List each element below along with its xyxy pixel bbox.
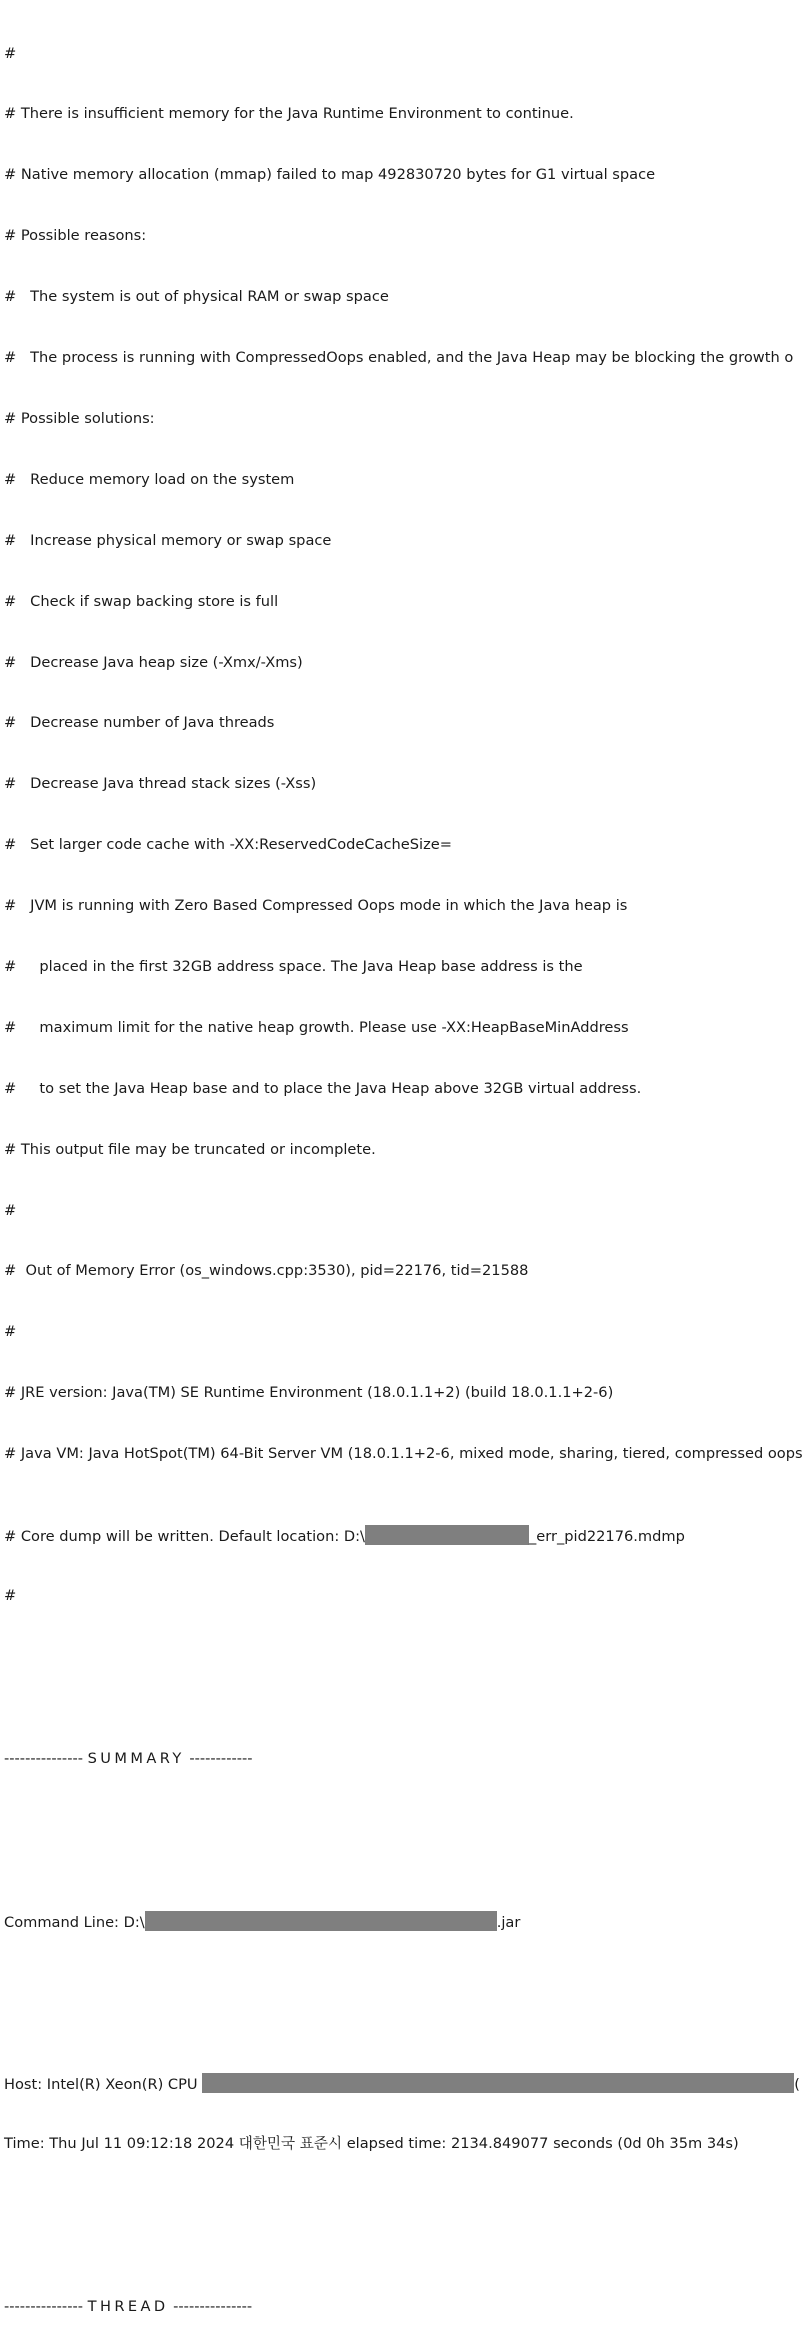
redacted-path-block (365, 1525, 529, 1545)
log-line: # This output file may be truncated or incomplete. (4, 1140, 376, 1158)
log-line: # JRE version: Java(TM) SE Runtime Environment (18.0.1.1+2) (build 18.0.1.1+2-6) (4, 1384, 614, 1402)
log-line: # Native memory allocation (mmap) failed to map 492830720 bytes for G1 virtual space (4, 166, 656, 184)
log-line: # Possible reasons: (4, 227, 147, 245)
log-line: # Out of Memory Error (os_windows.cpp:3530), pid=22176, tid=21588 (4, 1262, 529, 1280)
log-line: # Reduce memory load on the system (4, 470, 295, 488)
summary-divider (4, 1749, 800, 1769)
blank-line (4, 1667, 800, 1687)
core-dump-line (4, 1525, 800, 1545)
log-line: # (4, 44, 17, 62)
crash-log-document (4, 3, 803, 2315)
thread-title: THREAD (87, 2297, 169, 2315)
core-dump-suffix: _err_pid22176.mdmp (528, 1528, 685, 1546)
thread-divider (4, 2297, 800, 2317)
log-line: # Decrease Java heap size (-Xmx/-Xms) (4, 653, 303, 671)
redacted-cpu-block (202, 2073, 794, 2093)
time-line: Time: Thu Jul 11 09:12:18 2024 대한민국 표준시 elapsed time: 2134.849077 seconds (0d 0h 35m 34s) (4, 2135, 739, 2153)
log-line: # The process is running with CompressedOops enabled, and the Java Heap may be blocking the growth o (4, 349, 794, 367)
log-line: # (4, 1323, 17, 1341)
log-line: # JVM is running with Zero Based Compressed Oops mode in which the Java heap is (4, 897, 628, 915)
summary-dashes-right: ------------ (184, 1749, 253, 1767)
log-line: # There is insufficient memory for the Java Runtime Environment to continue. (4, 105, 574, 123)
summary-title: SUMMARY (87, 1749, 185, 1767)
thread-dashes-right: --------------- (168, 2297, 253, 2315)
log-line: # Check if swap backing store is full (4, 592, 279, 610)
log-line: # Decrease number of Java threads (4, 714, 275, 732)
log-line: # to set the Java Heap base and to place the Java Heap above 32GB virtual address. (4, 1079, 642, 1097)
blank-line (4, 1830, 800, 1850)
command-line-suffix: .jar (496, 1913, 521, 1931)
redacted-path-block (145, 1911, 497, 1931)
log-line: # Possible solutions: (4, 409, 155, 427)
log-line: # Increase physical memory or swap space (4, 531, 332, 549)
core-dump-prefix: # Core dump will be written. Default location: D:\ (4, 1528, 365, 1546)
blank-line (4, 2215, 800, 2235)
host-line (4, 2073, 800, 2093)
log-line: # (4, 1587, 17, 1605)
log-line: # Set larger code cache with -XX:ReservedCodeCacheSize= (4, 836, 452, 854)
thread-dashes-left: --------------- (4, 2297, 88, 2315)
command-line-prefix: Command Line: D:\ (4, 1913, 145, 1931)
blank-line (4, 1992, 800, 2012)
host-suffix: ( (794, 2076, 800, 2094)
summary-dashes-left: --------------- (4, 1749, 88, 1767)
log-line: # Decrease Java thread stack sizes (-Xss) (4, 775, 317, 793)
log-line: # (4, 1201, 17, 1219)
log-line: # Java VM: Java HotSpot(TM) 64-Bit Server VM (18.0.1.1+2-6, mixed mode, sharing, tiered, compressed oops (4, 1445, 803, 1463)
log-line: # The system is out of physical RAM or swap space (4, 288, 389, 306)
log-line: # maximum limit for the native heap growth. Please use -XX:HeapBaseMinAddress (4, 1018, 629, 1036)
host-prefix: Host: Intel(R) Xeon(R) CPU (4, 2076, 203, 2094)
log-line: # placed in the first 32GB address space. The Java Heap base address is the (4, 957, 583, 975)
command-line (4, 1911, 800, 1931)
